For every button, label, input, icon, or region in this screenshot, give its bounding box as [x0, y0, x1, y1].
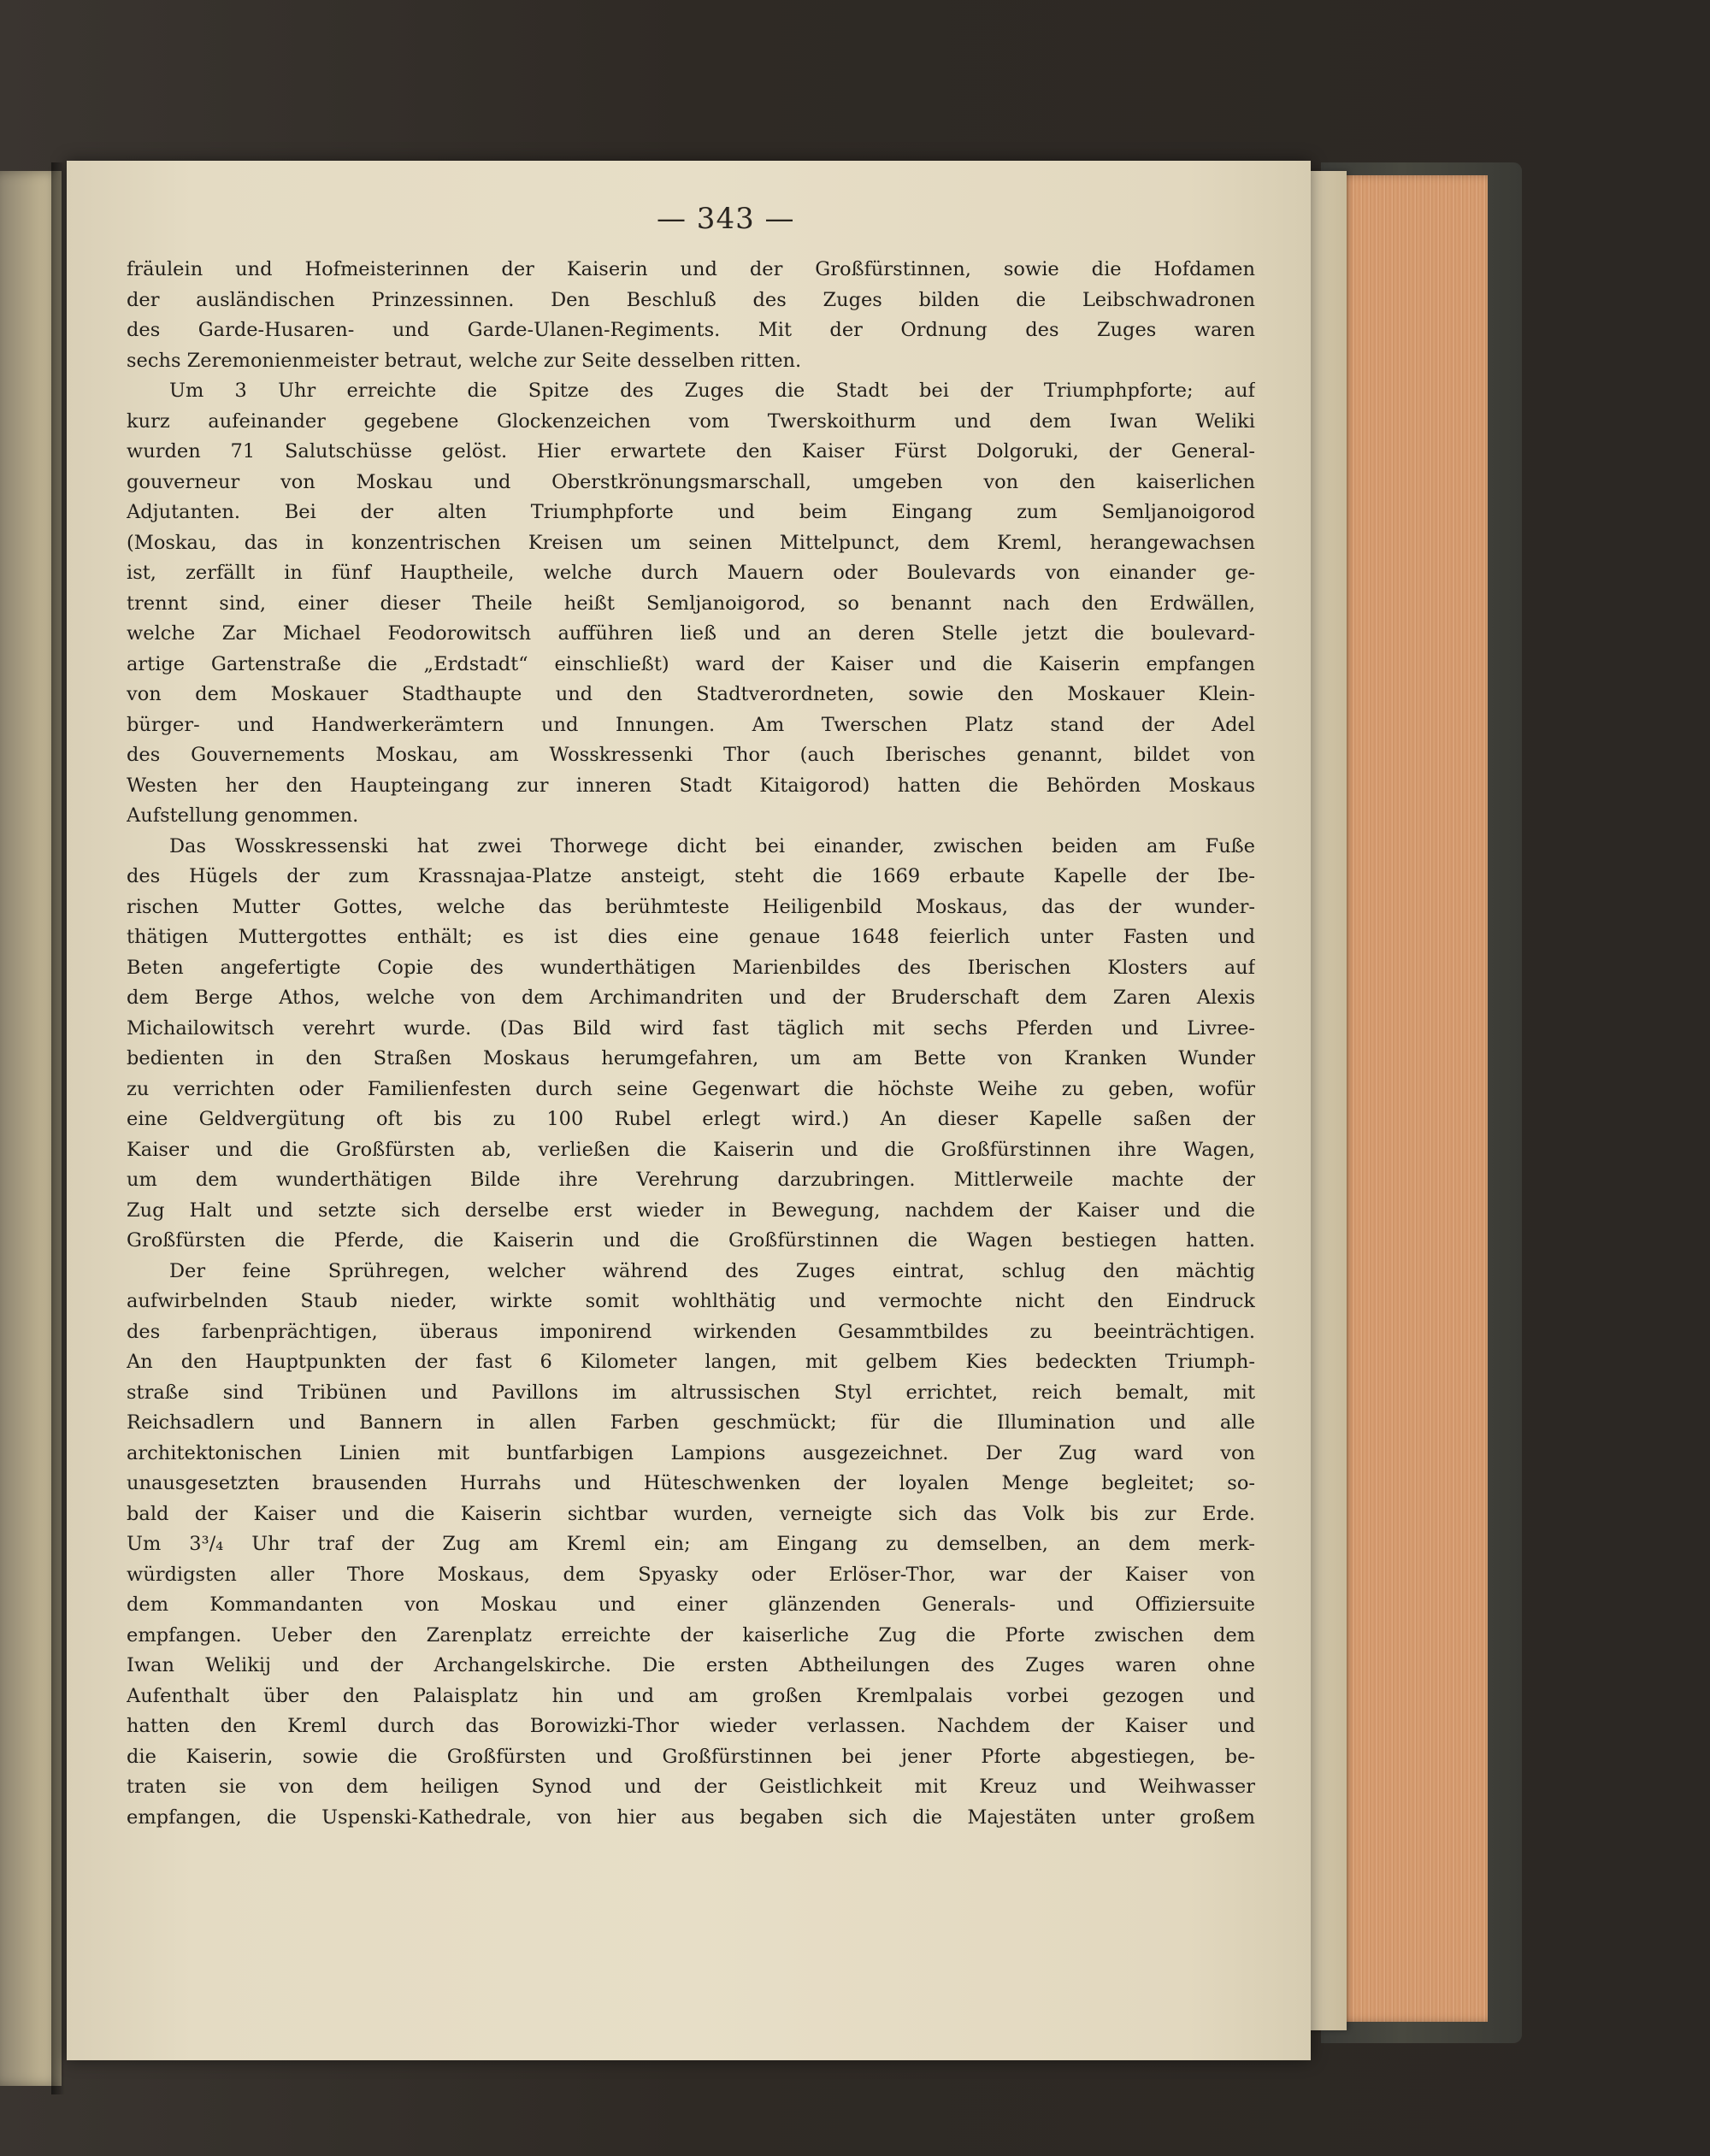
text-line: Um 3 Uhr erreichte die Spitze des Zuges die Stadt bei der Triumphpforte; auf: [169, 380, 1255, 402]
text-line: gouverneur von Moskau und Oberstkrönungsmarschall, umgeben von den kaiserlichen: [127, 470, 1255, 493]
text-line: Beten angefertigte Copie des wunderthätigen Marienbildes des Iberischen Klosters auf: [127, 956, 1255, 979]
text-line: des farbenprächtigen, überaus imponirend wirkenden Gesammtbildes zu beeinträchtigen.: [127, 1320, 1255, 1343]
text-line: bürger- und Handwerkerämtern und Innungen. Am Twerschen Platz stand der Adel: [127, 713, 1255, 736]
text-line: würdigsten aller Thore Moskaus, dem Spyasky oder Erlöser-Thor, war der Kaiser von: [127, 1563, 1255, 1586]
text-line: Iwan Welikij und der Archangelskirche. Die ersten Abtheilungen des Zuges waren ohne: [127, 1654, 1255, 1676]
text-line: empfangen. Ueber den Zarenplatz erreichte der kaiserliche Zug die Pforte zwischen dem: [127, 1623, 1255, 1646]
book-page: [67, 161, 1311, 2060]
page-number: — 343 —: [657, 202, 795, 236]
text-line: des Gouvernements Moskau, am Wosskressenki Thor (auch Iberisches genannt, bildet von: [127, 744, 1255, 766]
text-line: der ausländischen Prinzessinnen. Den Beschluß des Zuges bilden die Leibschwadronen: [127, 288, 1255, 311]
text-line: Adjutanten. Bei der alten Triumphpforte und beim Eingang zum Semljanoigorod: [127, 501, 1255, 523]
text-line: von dem Moskauer Stadthaupte und den Stadtverordneten, sowie den Moskauer Klein-: [127, 683, 1255, 705]
text-line: wurden 71 Salutschüsse gelöst. Hier erwartete den Kaiser Fürst Dolgoruki, der General-: [127, 440, 1255, 462]
text-line: Reichsadlern und Bannern in allen Farben geschmückt; für die Illumination und alle: [127, 1411, 1255, 1434]
gutter-shadow: [51, 162, 65, 2094]
text-line: Michailowitsch verehrt wurde. (Das Bild wird fast täglich mit sechs Pferden und Livree-: [127, 1016, 1255, 1040]
body-text: [127, 255, 1255, 1833]
text-line: ist, zerfällt in fünf Hauptheile, welche durch Mauern oder Boulevards von einander ge-: [127, 562, 1255, 584]
text-line: aufwirbelnden Staub nieder, wirkte somit wohlthätig und vermochte nicht den Eindruck: [127, 1290, 1255, 1312]
text-line: architektonischen Linien mit buntfarbigen Lampions ausgezeichnet. Der Zug ward von: [127, 1441, 1255, 1464]
text-line: straße sind Tribünen und Pavillons im altrussischen Styl errichtet, reich bemalt, mit: [127, 1381, 1255, 1404]
text-line: empfangen, die Uspenski-Kathedrale, von hier aus begaben sich die Majestäten unter großem: [127, 1806, 1255, 1829]
text-line: fräulein und Hofmeisterinnen der Kaiserin und der Großfürstinnen, sowie die Hofdamen: [127, 258, 1255, 280]
text-line: kurz aufeinander gegebene Glockenzeichen vom Twerskoithurm und dem Iwan Weliki: [127, 409, 1255, 433]
text-line: dem Berge Athos, welche von dem Archimandriten und der Bruderschaft dem Zaren Alexis: [127, 987, 1255, 1009]
text-line: hatten den Kreml durch das Borowizki-Thor wieder verlassen. Nachdem der Kaiser und: [127, 1715, 1255, 1737]
text-line: des Hügels der zum Krassnajaa-Platze ansteigt, steht die 1669 erbaute Kapelle der Ibe-: [127, 865, 1255, 887]
text-line: An den Hauptpunkten der fast 6 Kilometer langen, mit gelbem Kies bedeckten Triumph-: [127, 1351, 1255, 1373]
text-line: des Garde-Husaren- und Garde-Ulanen-Regiments. Mit der Ordnung des Zuges waren: [127, 319, 1255, 341]
text-line: trennt sind, einer dieser Theile heißt Semljanoigorod, so benannt nach den Erdwällen,: [127, 592, 1255, 615]
text-line: traten sie von dem heiligen Synod und der Geistlichkeit mit Kreuz und Weihwasser: [127, 1776, 1255, 1798]
text-line: sechs Zeremonienmeister betraut, welche zur Seite desselben ritten.: [127, 349, 802, 372]
text-line: bald der Kaiser und die Kaiserin sichtbar wurden, verneigte sich das Volk bis zur Erde.: [127, 1502, 1255, 1525]
text-line: Westen her den Haupteingang zur inneren Stadt Kitaigorod) hatten die Behörden Moskaus: [127, 774, 1255, 797]
text-line: eine Geldvergütung oft bis zu 100 Rubel erlegt wird.) An dieser Kapelle saßen der: [127, 1108, 1255, 1130]
text-line: unausgesetzten brausenden Hurrahs und Hüteschwenken der loyalen Menge begleitet; so-: [127, 1472, 1255, 1494]
text-line: Aufenthalt über den Palaisplatz hin und am großen Kremlpalais vorbei gezogen und: [127, 1684, 1255, 1707]
text-line: Um 3³/₄ Uhr traf der Zug am Kreml ein; am Eingang zu demselben, an dem merk-: [127, 1533, 1255, 1555]
text-line: artige Gartenstraße die „Erdstadt“ einschließt) ward der Kaiser und die Kaiserin empfangen: [127, 652, 1255, 675]
text-line: Aufstellung genommen.: [127, 804, 359, 827]
text-line: (Moskau, das in konzentrischen Kreisen um seinen Mittelpunct, dem Kreml, herangewachsen: [127, 531, 1255, 554]
text-line: welche Zar Michael Feodorowitsch aufführen ließ und an deren Stelle jetzt die boulevard-: [127, 622, 1255, 645]
text-line: Kaiser und die Großfürsten ab, verließen die Kaiserin und die Großfürstinnen ihre Wagen,: [127, 1138, 1255, 1161]
text-line: Zug Halt und setzte sich derselbe erst wieder in Bewegung, nachdem der Kaiser und die: [127, 1199, 1255, 1222]
text-line: um dem wunderthätigen Bilde ihre Verehrung darzubringen. Mittlerweile machte der: [127, 1169, 1255, 1191]
text-line: zu verrichten oder Familienfesten durch seine Gegenwart die höchste Weihe zu geben, wofür: [127, 1077, 1255, 1100]
text-line: Großfürsten die Pferde, die Kaiserin und die Großfürstinnen die Wagen bestiegen hatten.: [127, 1229, 1255, 1252]
text-line: rischen Mutter Gottes, welche das berühmteste Heiligenbild Moskaus, das der wunder-: [127, 895, 1255, 918]
text-line: dem Kommandanten von Moskau und einer glänzenden Generals- und Offiziersuite: [127, 1593, 1255, 1616]
text-line: Der feine Sprühregen, welcher während des Zuges eintrat, schlug den mächtig: [169, 1259, 1255, 1282]
text-line: Das Wosskressenski hat zwei Thorwege dicht bei einander, zwischen beiden am Fuße: [169, 834, 1255, 857]
text-line: die Kaiserin, sowie die Großfürsten und Großfürstinnen bei jener Pforte abgestiegen, be-: [127, 1745, 1255, 1768]
text-line: thätigen Muttergottes enthält; es ist dies eine genaue 1648 feierlich unter Fasten und: [127, 926, 1255, 948]
text-line: bedienten in den Straßen Moskaus herumgefahren, um am Bette von Kranken Wunder: [127, 1047, 1255, 1069]
